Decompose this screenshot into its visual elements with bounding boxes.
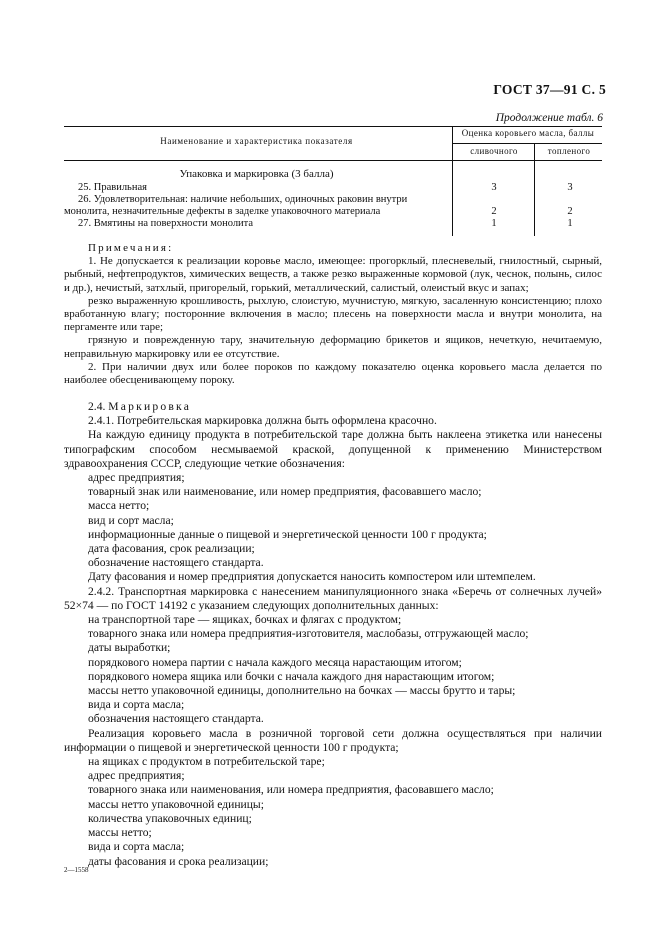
- list-item: даты фасования и срока реализации;: [88, 854, 269, 868]
- list-item: на ящиках с продуктом в потребительской таре;: [88, 755, 325, 769]
- list-item: обозначения настоящего стандарта.: [88, 712, 264, 726]
- list-item: адрес предприятия;: [88, 471, 185, 485]
- notes-title: Примечания:: [88, 242, 174, 254]
- table-cell-value: 2: [491, 206, 497, 217]
- page-footer-code: 2—1558: [64, 866, 89, 874]
- table-row: монолита, незначительные дефекты в заделке упаковочного материала: [64, 206, 381, 217]
- column-header-score: Оценка коровьего масла, баллы: [461, 128, 595, 138]
- list-item: обозначение настоящего стандарта.: [88, 556, 264, 570]
- table-cell-value: 1: [567, 218, 573, 229]
- list-item: товарный знак или наименование, или номер предприятия, фасовавшего масло;: [88, 485, 482, 499]
- paragraph: Дату фасования и номер предприятия допускается наносить компостером или штемпелем.: [88, 570, 536, 584]
- table-cell-value: 1: [491, 218, 497, 229]
- paragraph: На каждую единицу продукта в потребительской таре должна быть наклеена этикетка или нанесены типографским способом несмываемой краской, допущенной к применению Министерством здравоохранения СССР, следующие четкие обозначения:: [64, 428, 602, 470]
- table-continuation-label: Продолжение табл. 6: [495, 112, 603, 124]
- table-divider: [534, 143, 535, 236]
- table-row: 25. Правильная: [78, 182, 147, 193]
- column-header-ghee: топленого: [547, 146, 591, 156]
- list-item: вида и сорта масла;: [88, 840, 185, 854]
- section-heading: [64, 400, 602, 414]
- note-item: 2. При наличии двух или более пороков по каждому показателю оценка коровьего масла делается по наиболее обесценивающему пороку.: [64, 360, 602, 387]
- note-item: 1. Не допускается к реализации коровье масло, имеющее: прогорклый, плесневелый, гнилостный, сырный, рыбный, нефтепродуктов, химических веществ, а также резко выраженные кормовой (лук, чеснок, полынь, силос и др.), нечистый, затхлый, пригорелый, горький, металлический, салистый, олеистый вкус и запах;: [64, 255, 602, 294]
- column-header-name: Наименование и характеристика показателя: [160, 136, 353, 146]
- list-item: порядкового номера ящика или бочки с начала каждого дня нарастающим итогом;: [88, 669, 495, 683]
- list-item: товарного знака или номера предприятия-изготовителя, маслобазы, отгружающей масло;: [88, 627, 529, 641]
- list-item: массы нетто упаковочной единицы, дополнительно на бочках — массы брутто и тары;: [88, 684, 516, 698]
- paragraph: 2.4.1. Потребительская маркировка должна быть оформлена красочно.: [88, 414, 437, 428]
- page-header: ГОСТ 37—91 С. 5: [493, 82, 606, 97]
- section-heading-number: 2.4.: [88, 400, 106, 413]
- list-item: товарного знака или наименования, или номера предприятия, фасовавшего масло;: [88, 783, 494, 797]
- list-item: даты выработки;: [88, 641, 171, 655]
- table-subhead-rule: [452, 143, 602, 144]
- list-item: вида и сорта масла;: [88, 698, 185, 712]
- list-item: адрес предприятия;: [88, 769, 185, 783]
- list-item: массы нетто упаковочной единицы;: [88, 797, 264, 811]
- note-item: грязную и поврежденную тару, значительную деформацию брикетов и ящиков, нечеткую, нечитаемую, неправильную маркировку или ее отсутствие.: [64, 334, 602, 360]
- list-item: масса нетто;: [88, 499, 150, 513]
- section-heading-title: Маркировка: [108, 400, 192, 413]
- list-item: порядкового номера партии с начала каждого месяца нарастающим итогом;: [88, 655, 462, 669]
- table-cell-value: 2: [567, 206, 573, 217]
- paragraph: Реализация коровьего масла в розничной торговой сети должна осуществляться при наличии информации о пищевой и энергетической ценности 100 г продукта;: [64, 726, 602, 754]
- notes-block: [64, 242, 602, 387]
- note-item: резко выраженную крошливость, рыхлую, слоистую, мучнистую, мягкую, засаленную консистенцию; плохо вработанную влагу; посторонние включения в масло; плесень на поверхности масла и внутри монолита, на пергаменте или таре;: [64, 294, 602, 334]
- table-cell-value: 3: [491, 182, 497, 193]
- table-cell-value: 3: [567, 182, 573, 193]
- list-item: количества упаковочных единиц;: [88, 811, 252, 825]
- list-item: информационные данные о пищевой и энергетической ценности 100 г продукта;: [88, 527, 487, 541]
- column-header-butter: сливочного: [470, 146, 518, 156]
- table-header-rule: [64, 160, 602, 161]
- list-item: дата фасования, срок реализации;: [88, 542, 255, 556]
- table-row: 27. Вмятины на поверхности монолита: [78, 218, 254, 229]
- table-row: 26. Удовлетворительная: наличие небольших, одиночных раковин внутри: [78, 194, 408, 205]
- paragraph: 2.4.2. Транспортная маркировка с нанесением манипуляционного знака «Беречь от солнечных лучей» 52×74 — по ГОСТ 14192 с указанием следующих дополнительных данных:: [64, 584, 602, 612]
- table-top-rule: [64, 126, 602, 127]
- list-item: массы нетто;: [88, 826, 152, 840]
- table-section-title: Упаковка и маркировка (3 балла): [179, 168, 334, 180]
- list-item: вид и сорт масла;: [88, 513, 174, 527]
- quality-table: [64, 126, 602, 236]
- list-item: на транспортной таре — ящиках, бочках и флягах с продуктом;: [88, 613, 402, 627]
- marking-section: [64, 400, 602, 869]
